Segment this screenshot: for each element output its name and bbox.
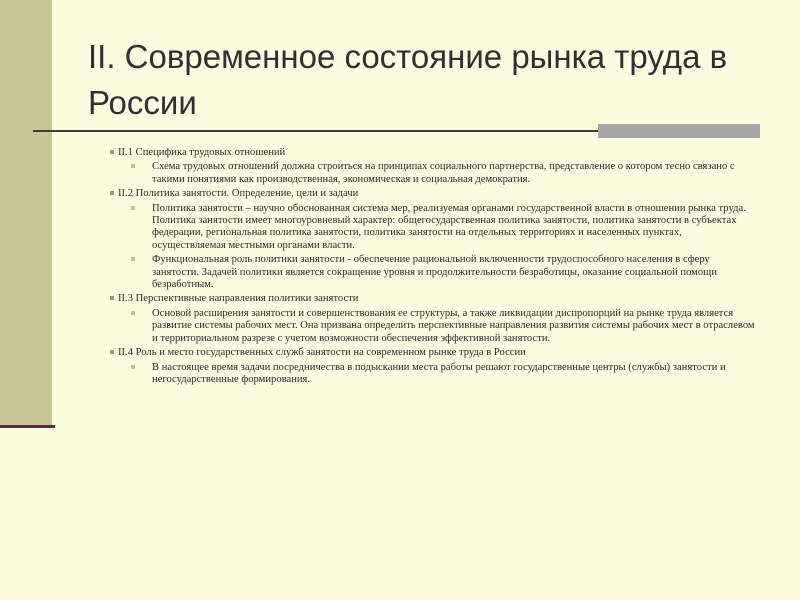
bullet-icon — [131, 311, 135, 315]
section-item — [110, 362, 755, 387]
section-4 — [110, 347, 755, 386]
section-3 — [110, 293, 755, 345]
section-item-text: В настоящее время задачи посредничества в подыскании места работы решают государственные центры (службы) занятости и негосударственные формирования. — [152, 361, 726, 385]
section-heading — [110, 347, 755, 359]
section-item-text: Схема трудовых отношений должна строиться на принципах социального партнерства, представление о котором тесно связано с такими понятиями как производственная, экономическая и социальная демократия. — [152, 161, 735, 185]
section-heading-text: II.1 Специфика трудовых отношений — [118, 147, 286, 158]
section-item — [110, 308, 755, 345]
bullet-icon — [131, 257, 135, 261]
section-heading-text: II.4 Роль и место государственных служб занятости на современном рынке труда в России — [118, 347, 526, 359]
bullet-icon — [110, 350, 114, 354]
section-item — [110, 161, 755, 186]
section-item-text: Основой расширения занятости и совершенствования ее структуры, а также ликвидации диспропорций на рынке труда является развитие системы рабочих мест. Она призвана определить перспективные направления развития системы рабочих мест в отраслевом и территориальном разрезе с учетом возможности обеспечения эффективной занятости. — [152, 307, 755, 344]
section-item — [110, 254, 755, 291]
slide-title: II. Современное состояние рынка труда в России — [88, 38, 728, 121]
bullet-icon — [131, 365, 135, 369]
title-rule-accent — [598, 124, 760, 138]
section-item-text: Функциональная роль политики занятости - обеспечение рациональной включенности трудоспособного населения в сферу занятости. Задачей политики является сокращение уровня и продолжительности безработицы, оказание социальной помощи безработным. — [152, 254, 718, 291]
bullet-icon — [131, 164, 135, 168]
section-heading-text: II.2 Политика занятости. Определение, цели и задачи — [118, 188, 359, 200]
bullet-icon — [110, 296, 114, 300]
section-heading-text: II.3 Перспективные направления политики занятости — [118, 293, 359, 305]
side-band — [0, 0, 52, 428]
section-2 — [110, 188, 755, 291]
side-band-underline — [0, 425, 55, 428]
section-heading — [110, 293, 755, 305]
slide-content — [110, 146, 755, 388]
bullet-icon — [131, 206, 135, 210]
section-item — [110, 203, 755, 253]
section-heading — [110, 147, 755, 159]
section-1 — [110, 147, 755, 186]
section-heading — [110, 188, 755, 200]
bullet-icon — [110, 150, 114, 154]
section-item-text: Политика занятости – научно обоснованная система мер, реализуемая органами государственной власти в отношении рынка труда. Политика занятости имеет многоуровневый характер: общегосударственная политика занятости, политика занятости в субъектах федерации, региональная политика занятости, политика занятости на отдельных территориях и населенных пунктах, осуществляемая местными органами власти. — [152, 202, 746, 251]
bullet-icon — [110, 191, 114, 195]
